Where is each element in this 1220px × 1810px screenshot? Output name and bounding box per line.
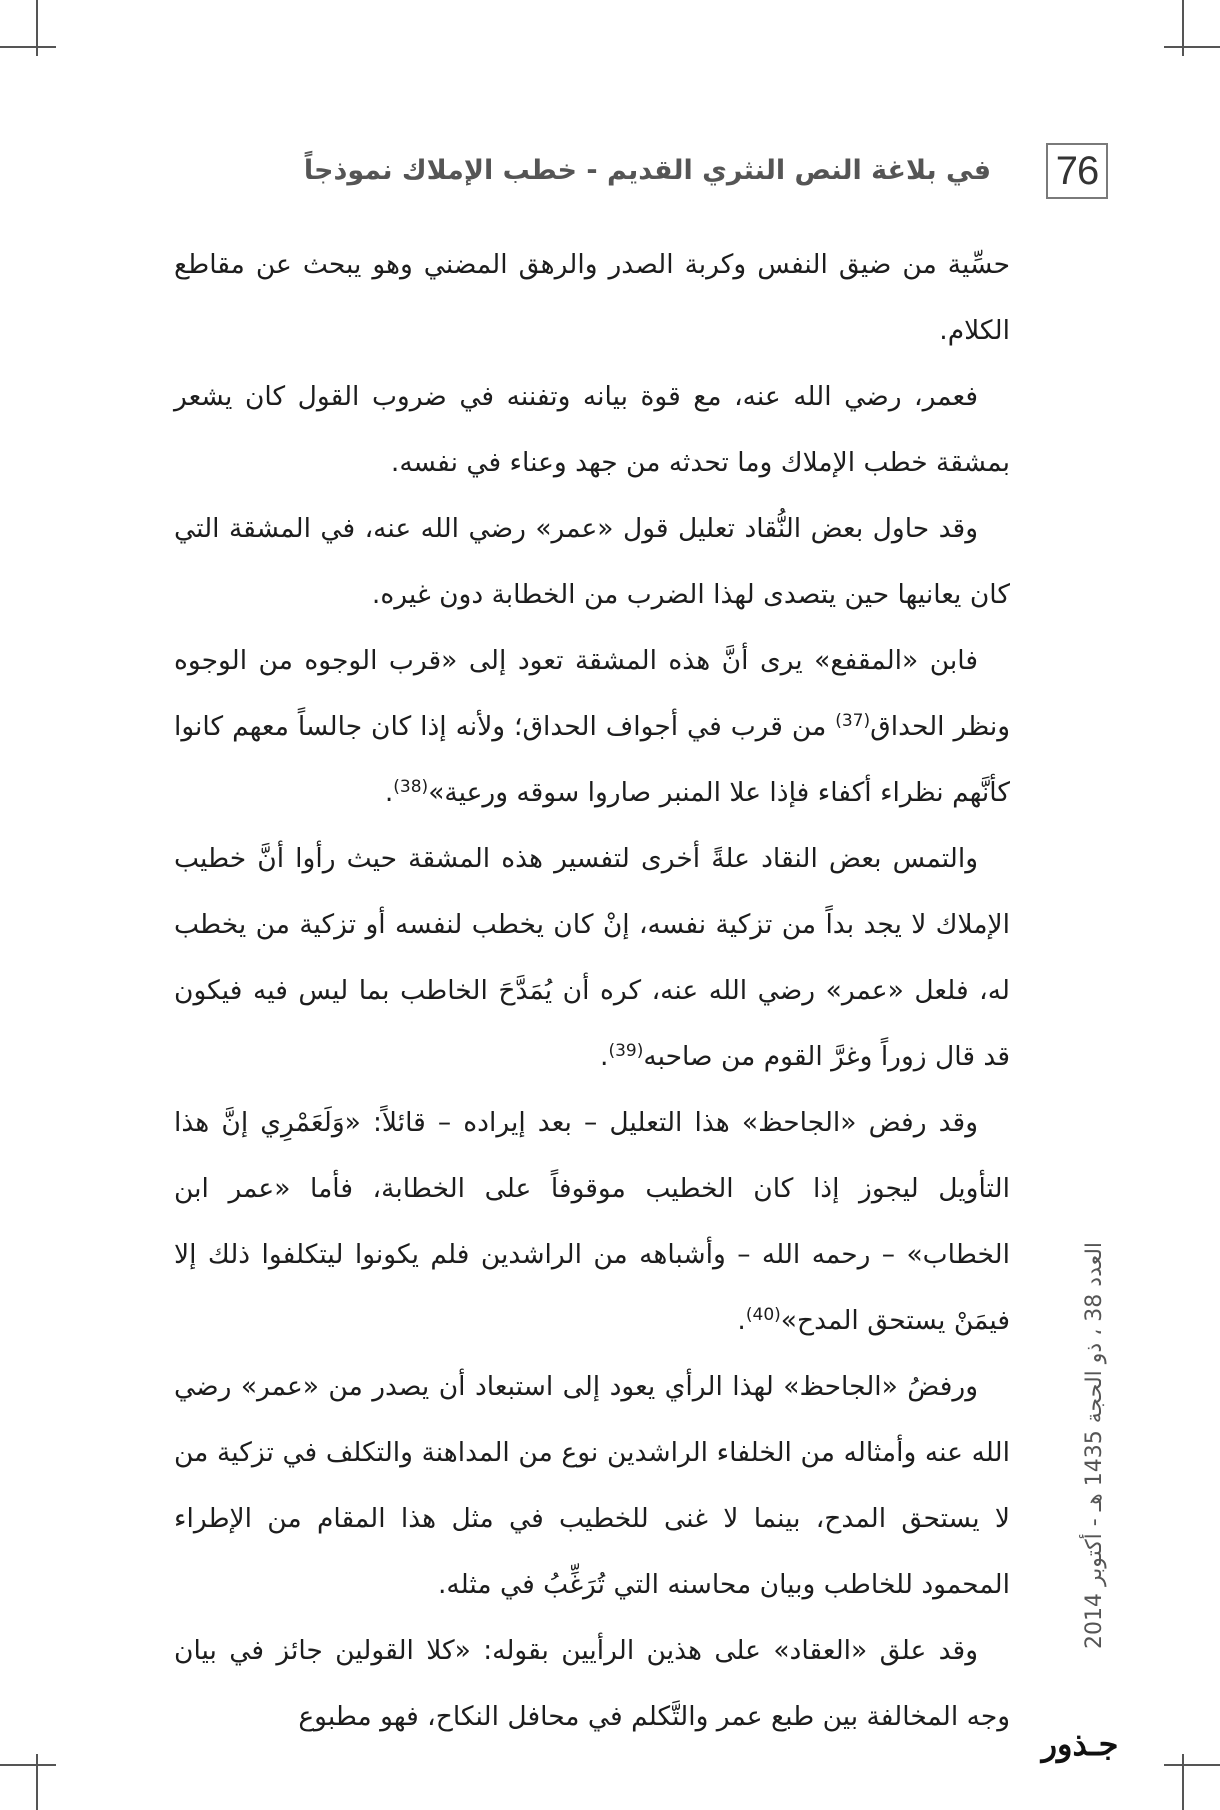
- paragraph-4-text-a: فابن «المقفع» يرى أنَّ هذه المشقة تعود إلى «قرب الوجوه من الوجوه ونظر الحداق: [174, 645, 1010, 742]
- issue-info-text: العدد 38 ، ذو الحجة 1435 هـ - أكتوبر 2014: [1082, 1241, 1108, 1649]
- crop-mark-right-top: [1164, 46, 1220, 48]
- journal-logo: جـذور: [1041, 1725, 1119, 1763]
- paragraph-3: وقد حاول بعض النُّقاد تعليل قول «عمر» رضي الله عنه، في المشقة التي كان يعانيها حين يتصدى لهذا الضرب من الخطابة دون غيره.: [174, 513, 1010, 610]
- footnote-ref-39[interactable]: (39): [608, 1041, 644, 1061]
- paragraph-6-text-b: .: [737, 1305, 746, 1336]
- crop-mark-right-bottom: [1164, 1764, 1220, 1766]
- crop-mark-bottom-right: [1182, 1754, 1184, 1810]
- paragraph-6: [174, 1090, 1010, 1354]
- crop-mark-bottom-left: [36, 1754, 38, 1810]
- paragraph-8: وقد علق «العقاد» على هذين الرأيين بقوله: «كلا القولين جائز في بيان وجه المخالفة بين طبع عمر والتَّكلم في محافل النكاح، فهو مطبوع: [174, 1635, 1010, 1732]
- paragraph-4-text-b: من قرب في أجواف الحداق؛ ولأنه إذا كان جالساً معهم كانوا كأنَّهم نظراء أكفاء فإذا علا المنبر صاروا سوقه ورعية»: [174, 711, 1010, 808]
- paragraph-5-text-b: .: [600, 1041, 609, 1072]
- paragraph-5: [174, 826, 1010, 1090]
- paragraph-1: حسِّية من ضيق النفس وكربة الصدر والرهق المضني وهو يبحث عن مقاطع الكلام.: [174, 249, 1010, 346]
- crop-mark-top-left: [36, 0, 38, 56]
- crop-mark-left-bottom: [0, 1764, 56, 1766]
- paragraph-2: فعمر، رضي الله عنه، مع قوة بيانه وتفننه في ضروب القول كان يشعر بمشقة خطب الإملاك وما تحدثه من جهد وعناء في نفسه.: [174, 381, 1010, 478]
- paragraph-4: [174, 628, 1010, 826]
- page-number: 76: [1046, 143, 1108, 199]
- crop-mark-left-top: [0, 46, 56, 48]
- paragraph-7: ورفضُ «الجاحظ» لهذا الرأي يعود إلى استبعاد أن يصدر من «عمر» رضي الله عنه وأمثاله من الخلفاء الراشدين نوع من المداهنة والتكلف في تزكية من لا يستحق المدح، بينما لا غنى للخطيب في مثل هذا المقام من الإطراء المحمود للخاطب وبيان محاسنه التي تُرَغِّبُ في مثله.: [174, 1371, 1010, 1600]
- footnote-ref-37[interactable]: (37): [835, 711, 871, 731]
- crop-mark-top-right: [1182, 0, 1184, 56]
- footnote-ref-38[interactable]: (38): [393, 777, 429, 797]
- issue-info-sidebar: [1070, 1180, 1120, 1710]
- article-body: [174, 232, 1010, 1750]
- footnote-ref-40[interactable]: (40): [745, 1305, 781, 1325]
- paragraph-4-text-c: .: [384, 777, 394, 808]
- paragraph-5-text-a: والتمس بعض النقاد علةً أخرى لتفسير هذه المشقة حيث رأوا أنَّ خطيب الإملاك لا يجد بداً من تزكية نفسه، إنْ كان يخطب لنفسه أو تزكية من يخطب له، فلعل «عمر» رضي الله عنه، كره أن يُمَدَّحَ الخاطب بما ليس فيه فيكون قد قال زوراً وغرَّ القوم من صاحبه: [174, 843, 1010, 1072]
- running-title: في بلاغة النص النثري القديم - خطب الإملاك نموذجاً: [303, 155, 991, 186]
- paragraph-6-text-a: وقد رفض «الجاحظ» هذا التعليل – بعد إيراده – قائلاً: «وَلَعَمْرِي إنَّ هذا التأويل ليجوز إذا كان الخطيب موقوفاً على الخطابة، فأما «عمر ابن الخطاب» – رحمه الله – وأشباهه من الراشدين فلم يكونوا ليتكلفوا ذلك إلا فيمَنْ يستحق المدح»: [174, 1107, 1010, 1336]
